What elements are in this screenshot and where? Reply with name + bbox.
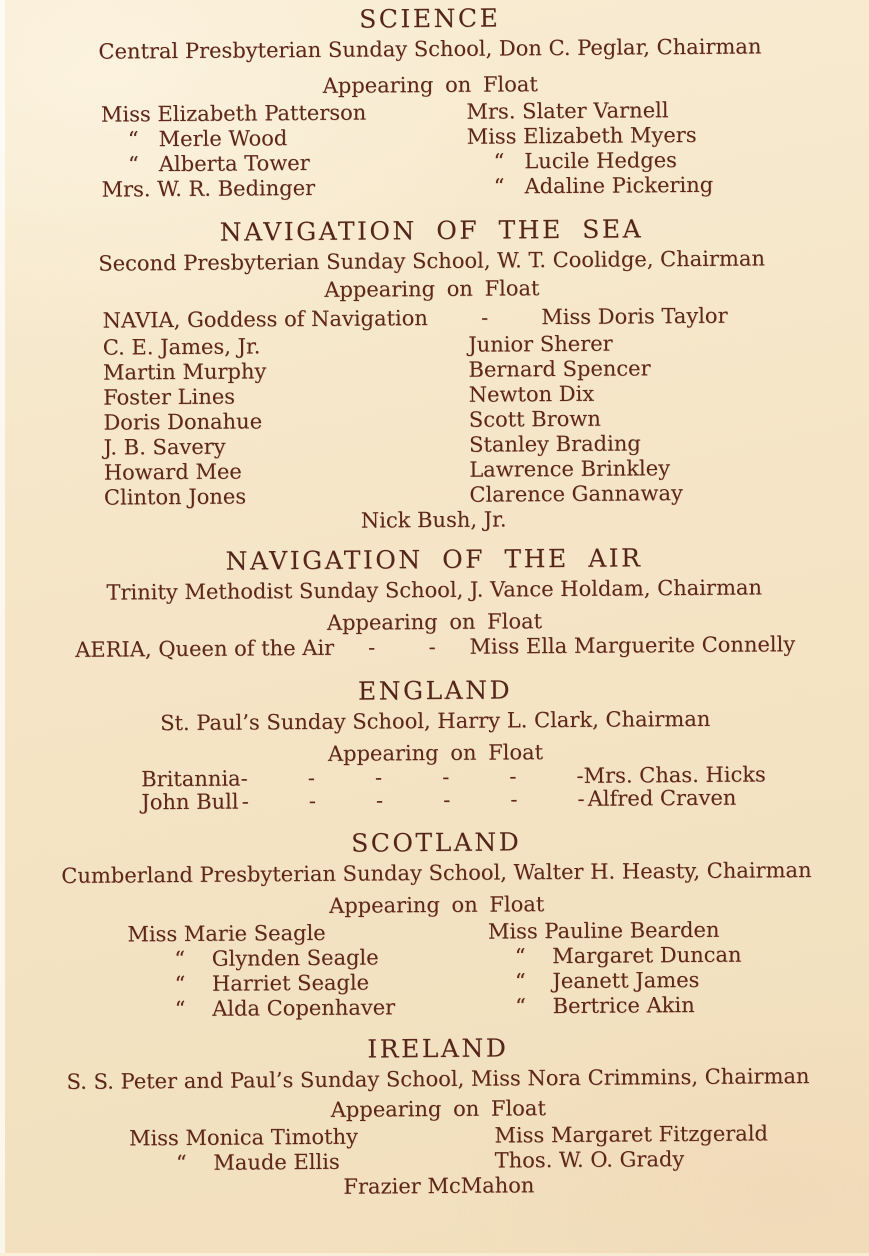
name-item: Miss Pauline Bearden	[487, 917, 720, 944]
section-title: SCIENCE	[359, 3, 501, 34]
section-navigation-air	[0, 542, 869, 664]
section-title: NAVIGATION OF THE SEA	[219, 214, 644, 247]
name-item: “ Bertrice Akin	[488, 992, 695, 1019]
name-item: Miss Elizabeth Patterson	[100, 100, 367, 127]
name-columns	[0, 97, 866, 204]
role-name: John Bull	[141, 789, 239, 815]
name-item: Bernard Spencer	[468, 356, 651, 382]
name-item: Martin Murphy	[102, 359, 267, 385]
appearing-on-float-label: Appearing on Float	[322, 72, 538, 98]
section-title: SCOTLAND	[351, 827, 522, 858]
feature-person: Miss Ella Marguerite Connelly	[469, 632, 796, 659]
name-item: Doris Donahue	[103, 409, 263, 435]
name-item: Foster Lines	[103, 384, 236, 410]
centered-name: Frazier McMahon	[343, 1173, 535, 1199]
section-subtitle: Trinity Methodist Sunday School, J. Vance Holdam, Chairman	[106, 575, 763, 605]
section-title: IRELAND	[367, 1033, 509, 1064]
section-subtitle: St. Paul’s Sunday School, Harry L. Clark, Chairman	[160, 706, 711, 736]
name-column-left	[4, 1124, 439, 1177]
name-item: Scott Brown	[468, 406, 601, 432]
name-item: “ Adaline Pickering	[466, 172, 714, 199]
name-item: Mrs. Slater Varnell	[466, 98, 669, 124]
name-columns	[2, 917, 869, 1024]
name-item: Stanley Brading	[468, 431, 641, 457]
feature-row	[102, 304, 727, 334]
name-item: C. E. James, Jr.	[102, 334, 261, 360]
appearing-on-float-label: Appearing on Float	[327, 740, 544, 766]
person-name: Alfred Craven	[587, 785, 737, 811]
name-column-right	[438, 1121, 869, 1174]
name-columns	[4, 1121, 869, 1178]
name-item: Clarence Gannaway	[469, 481, 683, 507]
name-item: Thos. W. O. Grady	[494, 1147, 685, 1173]
name-item: Howard Mee	[103, 459, 242, 485]
leader-dashes: - - - - - -	[241, 786, 585, 814]
feature-role: NAVIA, Goddess of Navigation	[102, 306, 428, 333]
name-item: “ Harriet Seagle	[127, 970, 370, 997]
name-item: Miss Margaret Fitzgerald	[494, 1121, 769, 1148]
section-england	[0, 673, 869, 816]
section-scotland	[2, 825, 869, 1024]
appearing-on-float-label: Appearing on Float	[329, 892, 545, 918]
section-ireland	[3, 1031, 869, 1203]
name-item: “ Alberta Tower	[101, 150, 310, 177]
centered-name: Nick Bush, Jr.	[360, 507, 507, 533]
name-item: “ Glynden Seagle	[127, 945, 379, 972]
section-science	[0, 1, 866, 204]
leader-dashes: -	[480, 305, 489, 330]
name-item: “ Jeanett James	[488, 967, 700, 994]
name-item: Clinton Jones	[103, 484, 247, 510]
name-column-left	[0, 333, 434, 511]
name-column-right	[432, 330, 868, 508]
name-item: Newton Dix	[468, 381, 595, 407]
name-item: “ Margaret Duncan	[487, 942, 742, 969]
name-item: “ Maude Ellis	[129, 1149, 340, 1176]
name-item: “ Lucile Hedges	[466, 148, 678, 174]
name-columns	[0, 330, 868, 512]
section-title: ENGLAND	[357, 675, 513, 706]
name-item: Junior Sherer	[468, 331, 613, 357]
section-title: NAVIGATION OF THE AIR	[225, 543, 643, 576]
name-item: Miss Marie Seagle	[127, 920, 326, 947]
leader-dashes: - -	[367, 634, 436, 660]
name-item: J. B. Savery	[103, 434, 226, 460]
name-column-right	[437, 917, 869, 1020]
name-item: Lawrence Brinkley	[469, 456, 671, 482]
feature-person: Miss Doris Taylor	[541, 303, 728, 330]
name-item: Miss Monica Timothy	[128, 1124, 359, 1151]
person-name: Mrs. Chas. Hicks	[583, 762, 766, 788]
name-column-left	[2, 920, 437, 1023]
appearing-on-float-label: Appearing on Float	[326, 609, 543, 635]
section-subtitle: Cumberland Presbyterian Sunday School, Walter H. Heasty, Chairman	[61, 858, 812, 888]
section-navigation-sea	[0, 213, 868, 537]
name-item: “ Alda Copenhaver	[127, 995, 396, 1022]
appearing-on-float-label: Appearing on Float	[324, 276, 540, 302]
section-subtitle: Central Presbyterian Sunday School, Don C. Peglar, Chairman	[98, 34, 762, 64]
role-name: Britannia	[141, 766, 241, 792]
leader-dashes: - - - - - -	[240, 763, 584, 791]
section-subtitle: S. S. Peter and Paul’s Sunday School, Miss Nora Crimmins, Chairman	[66, 1064, 810, 1094]
role-assignment-row	[141, 787, 736, 815]
name-column-right	[430, 97, 865, 200]
name-item: Miss Elizabeth Myers	[466, 122, 697, 149]
name-item: “ Merle Wood	[101, 126, 288, 152]
name-column-left	[0, 100, 431, 203]
feature-row	[75, 632, 795, 663]
name-item: Mrs. W. R. Bedinger	[101, 175, 316, 202]
section-subtitle: Second Presbyterian Sunday School, W. T. Coolidge, Chairman	[98, 246, 766, 276]
feature-role: AERIA, Queen of the Air	[75, 635, 335, 662]
appearing-on-float-label: Appearing on Float	[330, 1096, 546, 1122]
